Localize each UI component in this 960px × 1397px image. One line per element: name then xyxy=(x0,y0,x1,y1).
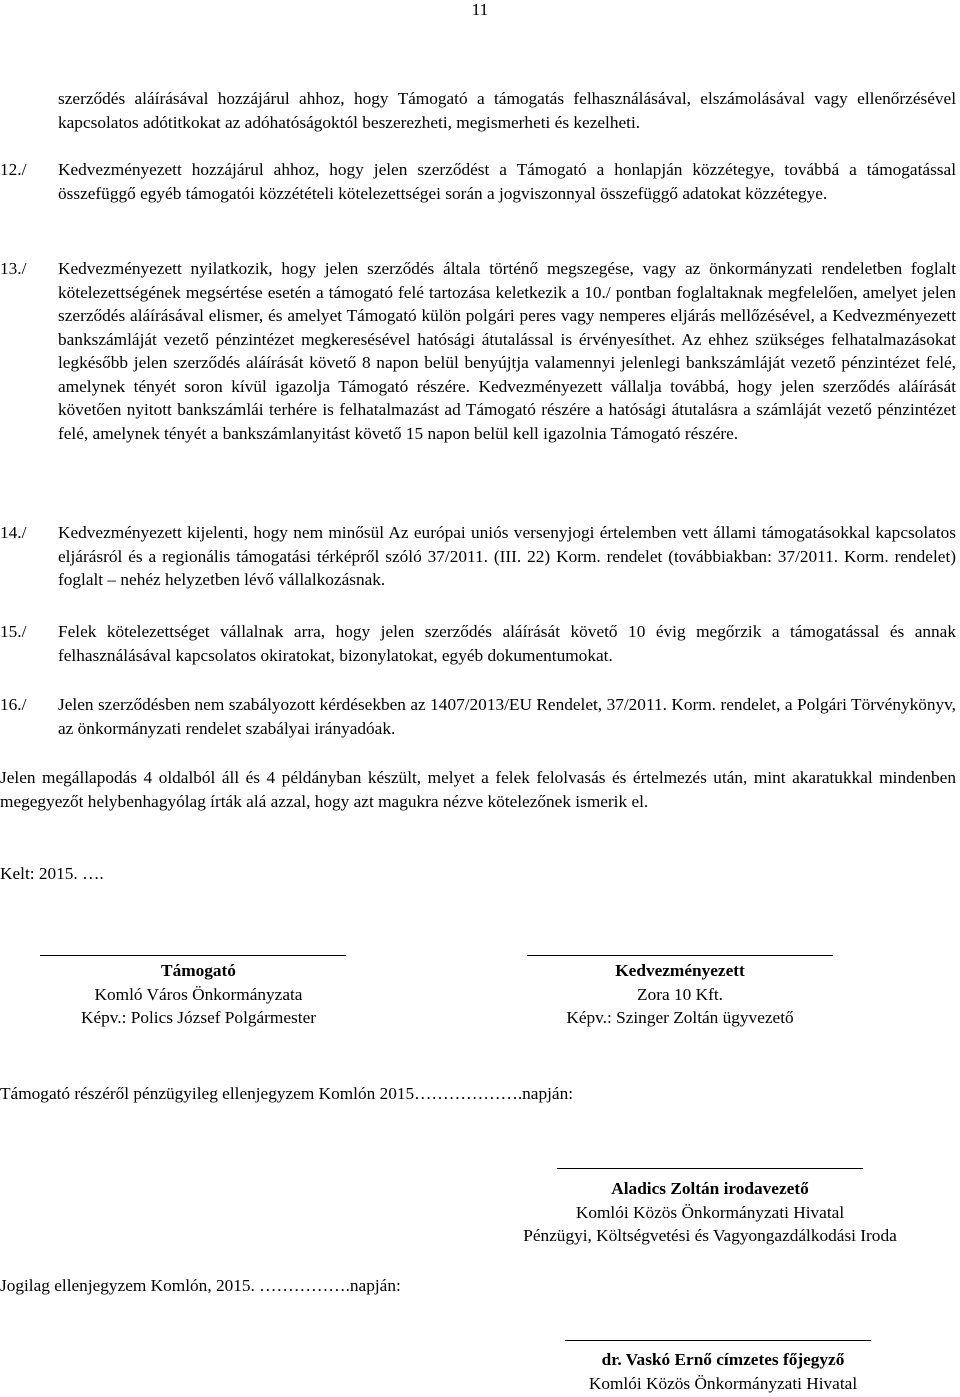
date-line: Kelt: 2015. …. xyxy=(0,864,104,883)
signature-block-right xyxy=(480,959,880,1030)
financial-signer-office: Komlói Közös Önkormányzati Hivatal xyxy=(575,1202,845,1222)
financial-signer-block xyxy=(420,1177,960,1248)
signatory-title: Kedvezményezett xyxy=(615,961,745,980)
financial-signer-name: Aladics Zoltán irodavezető xyxy=(611,1179,809,1198)
item-number: 12./ xyxy=(0,160,27,179)
item-number: 13./ xyxy=(0,259,27,278)
signatory-organization: Zora 10 Kft. xyxy=(637,984,723,1004)
item-number: 16./ xyxy=(0,695,27,714)
signature-line-legal xyxy=(565,1340,871,1341)
signatory-representative: Képv.: Szinger Zoltán ügyvezető xyxy=(566,1008,794,1027)
signature-line-left xyxy=(40,955,346,956)
signatory-representative: Képv.: Polics József Polgármester xyxy=(80,1008,316,1027)
financial-signer-department: Pénzügyi, Költségvetési és Vagyongazdálkodási Iroda xyxy=(523,1226,897,1245)
financial-countersign-line: Támogató részéről pénzügyileg ellenjegyzem Komlón 2015……………….napján: xyxy=(0,1084,574,1103)
legal-signer-name: dr. Vaskó Ernő címzetes főjegyző xyxy=(601,1350,845,1369)
item-text: Kedvezményezett kijelenti, hogy nem minősül Az európai uniós versenyjogi értelemben vett állami támogatásokkal kapcsolatos eljárásról és a regionális támogatási térképről szóló 37/2011. (III. 22) Korm. rendelet (továbbiakban: 37/2011. Korm. rendelet) foglalt – nehéz helyzetben lévő vállalkozásnak. xyxy=(58,523,956,589)
item-text: Felek kötelezettséget vállalnak arra, hogy jelen szerződés aláírását követő 10 évig megőrzik a támogatással és annak felhasználásával kapcsolatos okiratokat, bizonylatokat, egyéb dokumentumokat. xyxy=(58,622,956,665)
signature-line-right xyxy=(527,955,833,956)
page-number: 11 xyxy=(471,0,489,19)
legal-signer-block xyxy=(498,1348,948,1395)
closing-paragraph: Jelen megállapodás 4 oldalból áll és 4 példányban készült, melyet a felek felolvasás és értelmezés után, mint akaratukkal mindenben megegyezőt helybenhagyólag írták alá azzal, hogy azt magukra nézve kötelezőnek ismerik el. xyxy=(0,768,956,811)
item-number: 14./ xyxy=(0,523,27,542)
item-text: Kedvezményezett nyilatkozik, hogy jelen szerződés általa történő megszegése, vagy az önkormányzati rendeletben foglalt kötelezettségének megsértése esetén a támogató felé tartozása keletkezik a 10./ pontban foglaltaknak megfelelően, amelyet jelen szerződés aláírásával elismer, és amelyet Támogató külön polgári peres vagy nemperes eljárás mellőzésével, a Kedvezményezett bankszámláját vezető pénzintézet megkeresésével hatósági átutalással is érvényesíthet. Az ehhez szükséges felhatalmazásokat legkésőbb jelen szerződés aláírását követő 8 napon belül benyújtja valamennyi jelenlegi bankszámláját vezető pénzintézet felé, amelynek tényét soron kívül igazolja Támogató részére. Kedvezményezett vállalja továbbá, hogy jelen szerződés aláírását követően nyitott bankszámlái terhére is felhatalmazást ad Támogató részére a hatósági átutalásra a számláját vezető pénzintézet felé, amelynek tényét a bankszámlanyitást követő 15 napon belül kell igazolnia Támogató részére. xyxy=(58,259,956,443)
item-text: Kedvezményezett hozzájárul ahhoz, hogy jelen szerződést a Támogató a honlapján közzétegye, továbbá a támogatással összefüggő egyéb támogatói közzétételi kötelezettségei során a jogviszonnyal összefüggő adatokat közzétegye. xyxy=(58,160,956,203)
signatory-organization: Komló Város Önkormányzata xyxy=(94,984,303,1004)
item-number: 15./ xyxy=(0,622,27,641)
signatory-title: Támogató xyxy=(161,961,236,980)
signature-block-left xyxy=(0,959,397,1030)
item-text: Jelen szerződésben nem szabályozott kérdésekben az 1407/2013/EU Rendelet, 37/2011. Korm. rendelet, a Polgári Törvénykönyv, az önkormányzati rendelet szabályai irányadóak. xyxy=(58,695,956,738)
intro-paragraph: szerződés aláírásával hozzájárul ahhoz, hogy Támogató a támogatás felhasználásával, elszámolásával vagy ellenőrzésével kapcsolatos adótitkokat az adóhatóságoktól beszerezheti, megismerheti és kezelheti. xyxy=(58,89,956,132)
signature-line-financial xyxy=(557,1168,863,1169)
legal-signer-office: Komlói Közös Önkormányzati Hivatal xyxy=(588,1373,858,1393)
legal-countersign-line: Jogilag ellenjegyzem Komlón, 2015. …………….napján: xyxy=(0,1276,401,1295)
